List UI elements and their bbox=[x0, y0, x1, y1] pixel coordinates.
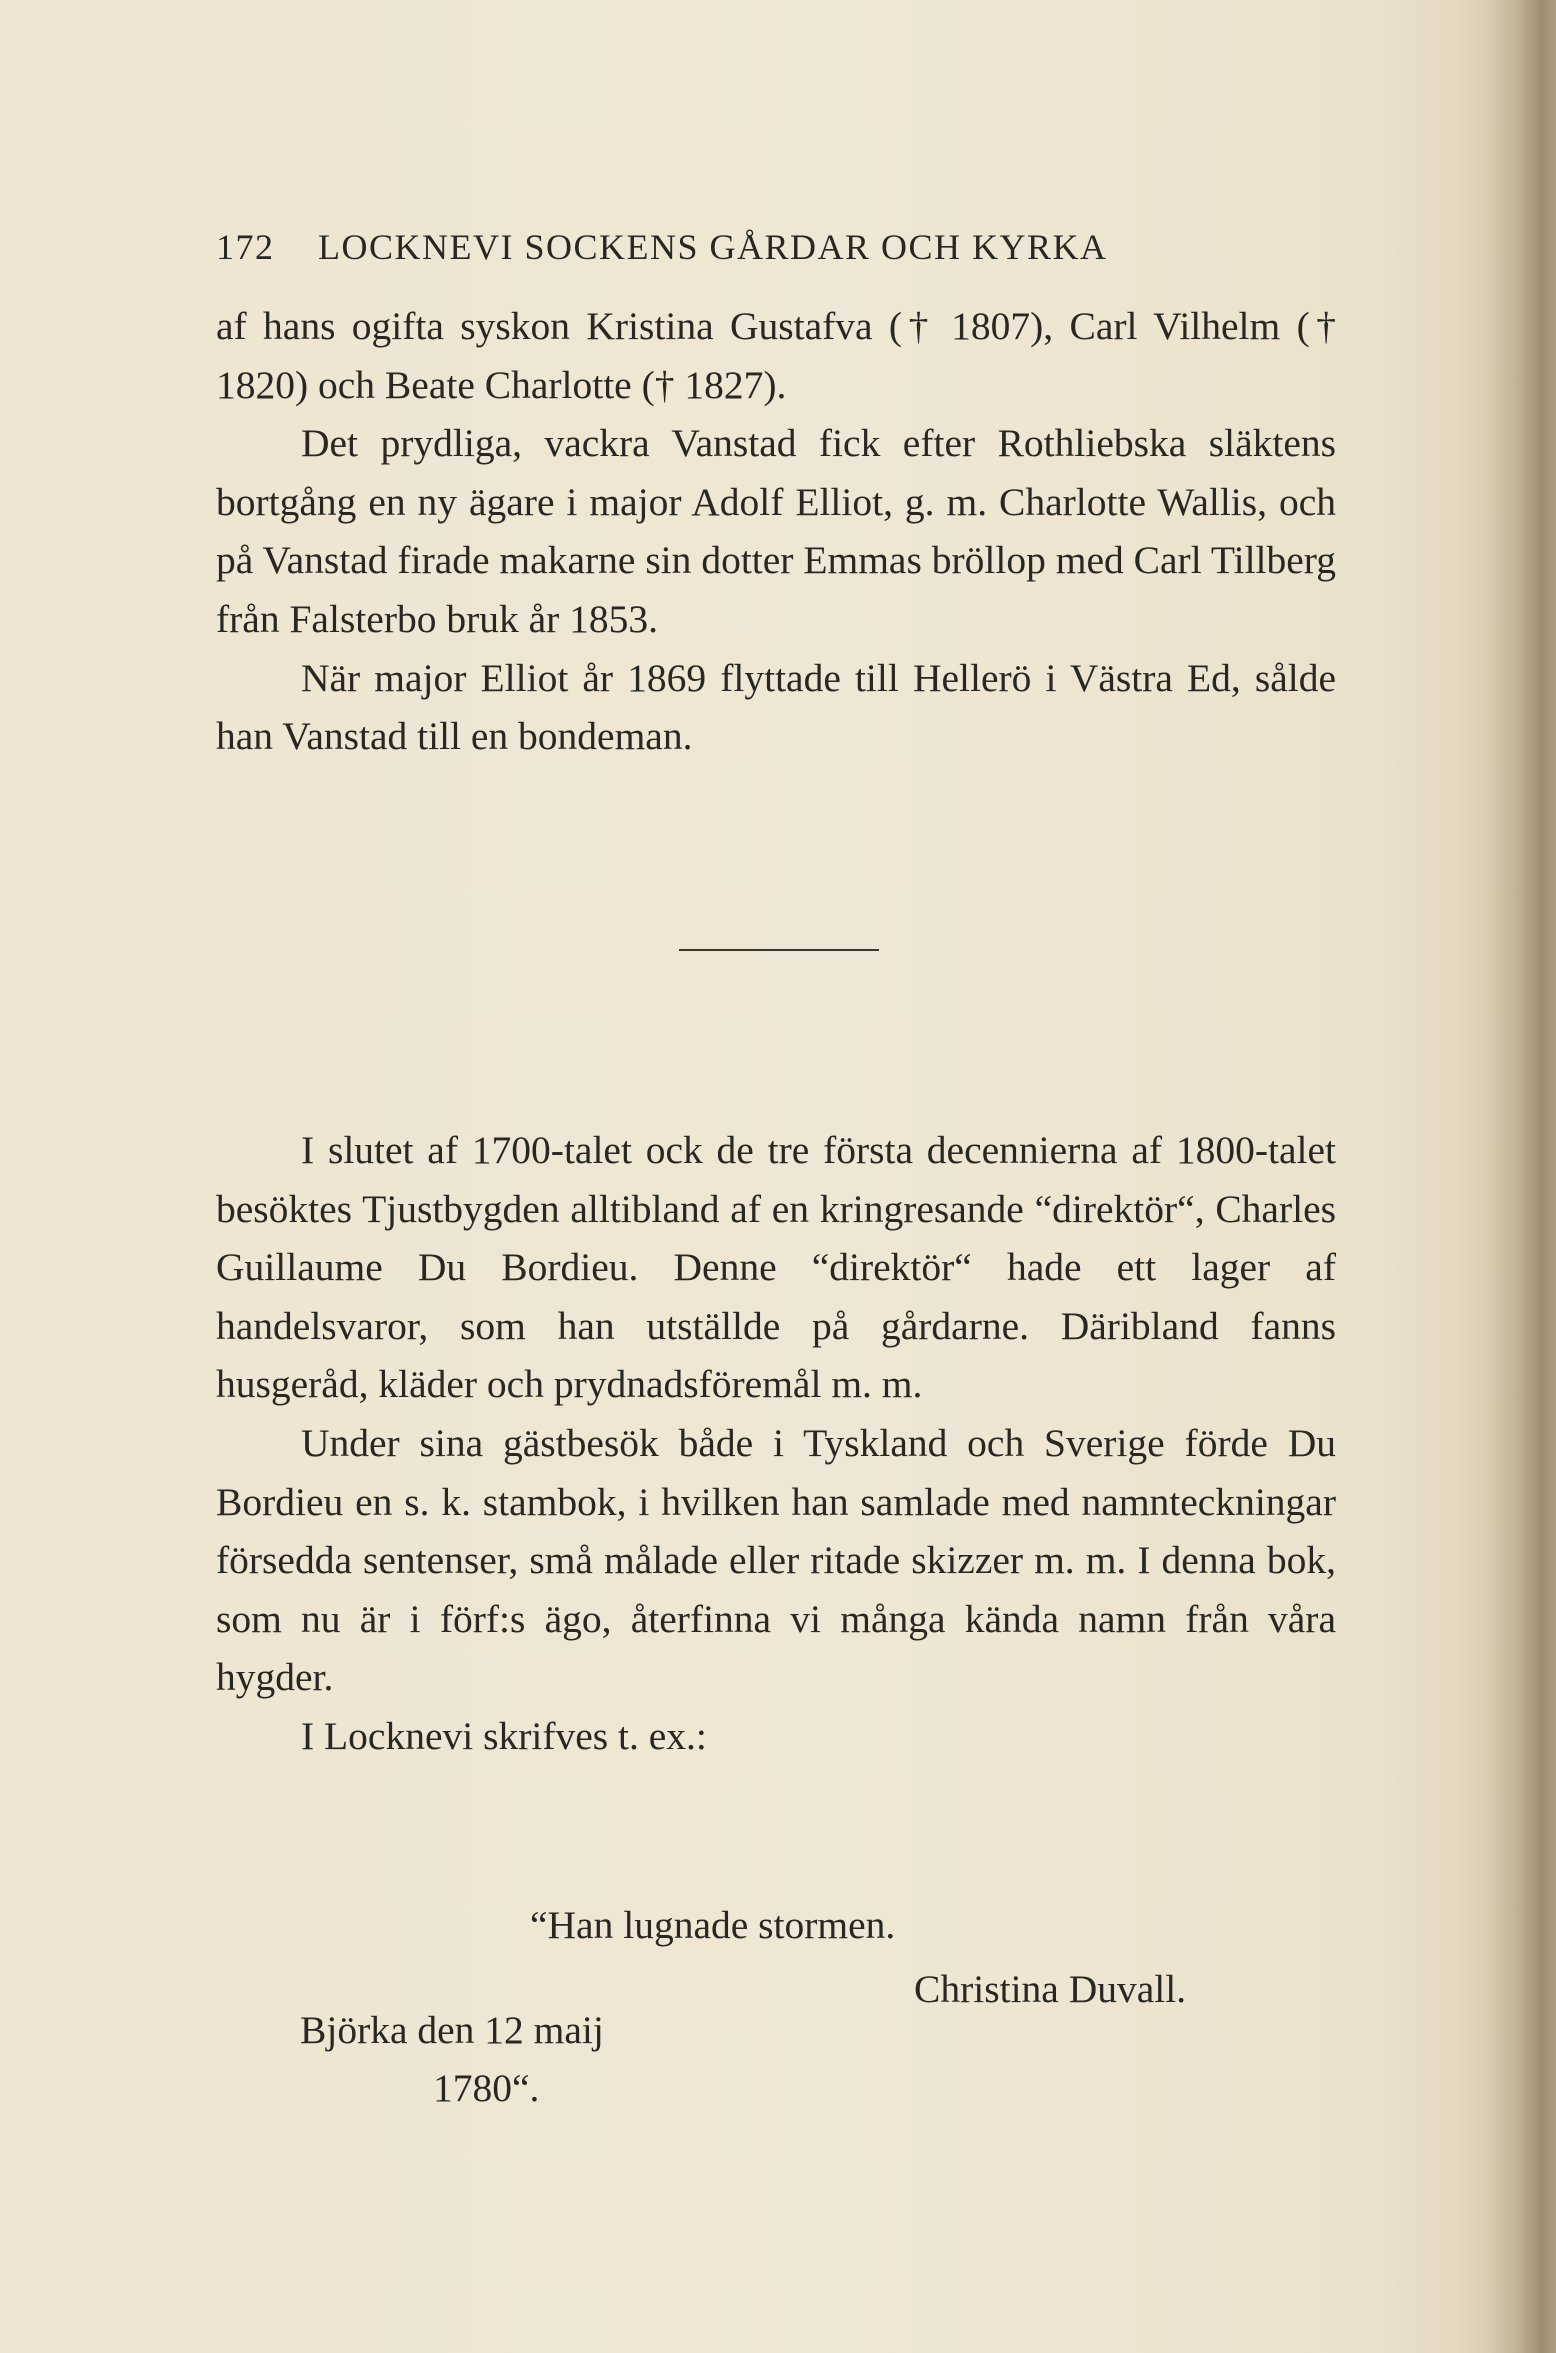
quote-year: 1780“. bbox=[433, 2066, 540, 2110]
text-section-1 bbox=[216, 297, 1336, 766]
paragraph-vanstad: Det prydliga, vackra Vanstad fick efter Rothliebska släktens bortgång en ny ägare i major Adolf Elliot, g. m. Charlotte Wallis, och på Vanstad firade makarne sin dotter Emmas bröllop med Carl Tillberg från Falsterbo bruk år 1853. bbox=[216, 421, 1336, 641]
paragraph-stambok: Under sina gästbesök både i Tyskland och Sverige förde Du Bordieu en s. k. stambok, i hvilken han samlade med namnteckningar försedda sentenser, små målade eller ritade skizzer m. m. I denna bok, som nu är i förf:s ägo, återfinna vi många kända namn från våra hygder. bbox=[216, 1420, 1336, 1700]
page-header bbox=[216, 222, 1226, 272]
page-gutter-shadow bbox=[1486, 0, 1556, 2353]
paragraph-continued: af hans ogifta syskon Kristina Gustafva († 1807), Carl Vilhelm († 1820) och Beate Charlotte († 1827). bbox=[216, 304, 1336, 407]
paragraph-direktor: I slutet af 1700-talet ock de tre första decennierna af 1800-talet besöktes Tjustbygden alltibland af en kringresande “direktör“, Charles Guillaume Du Bordieu. Denne “direktör“ hade ett lager af handelsvaror, som han utställde på gårdarne. Däribland fanns husgeråd, kläder och prydnadsföremål m. m. bbox=[216, 1128, 1336, 1407]
paragraph-major-elliot: När major Elliot år 1869 flyttade till Hellerö i Västra Ed, sålde han Vanstad till en bondeman. bbox=[216, 655, 1336, 759]
page-number: 172 bbox=[216, 227, 275, 267]
quote-text: “Han lugnade stormen. bbox=[530, 1903, 896, 1947]
paragraph-locknevi: I Locknevi skrifves t. ex.: bbox=[301, 1713, 707, 1758]
quote-author: Christina Duvall. bbox=[914, 1967, 1187, 2011]
quote-place-date: Björka den 12 maij bbox=[300, 2008, 604, 2052]
section-separator bbox=[679, 949, 879, 951]
running-title: LOCKNEVI SOCKENS GÅRDAR OCH KYRKA bbox=[318, 227, 1108, 267]
text-section-2 bbox=[216, 1121, 1336, 1766]
